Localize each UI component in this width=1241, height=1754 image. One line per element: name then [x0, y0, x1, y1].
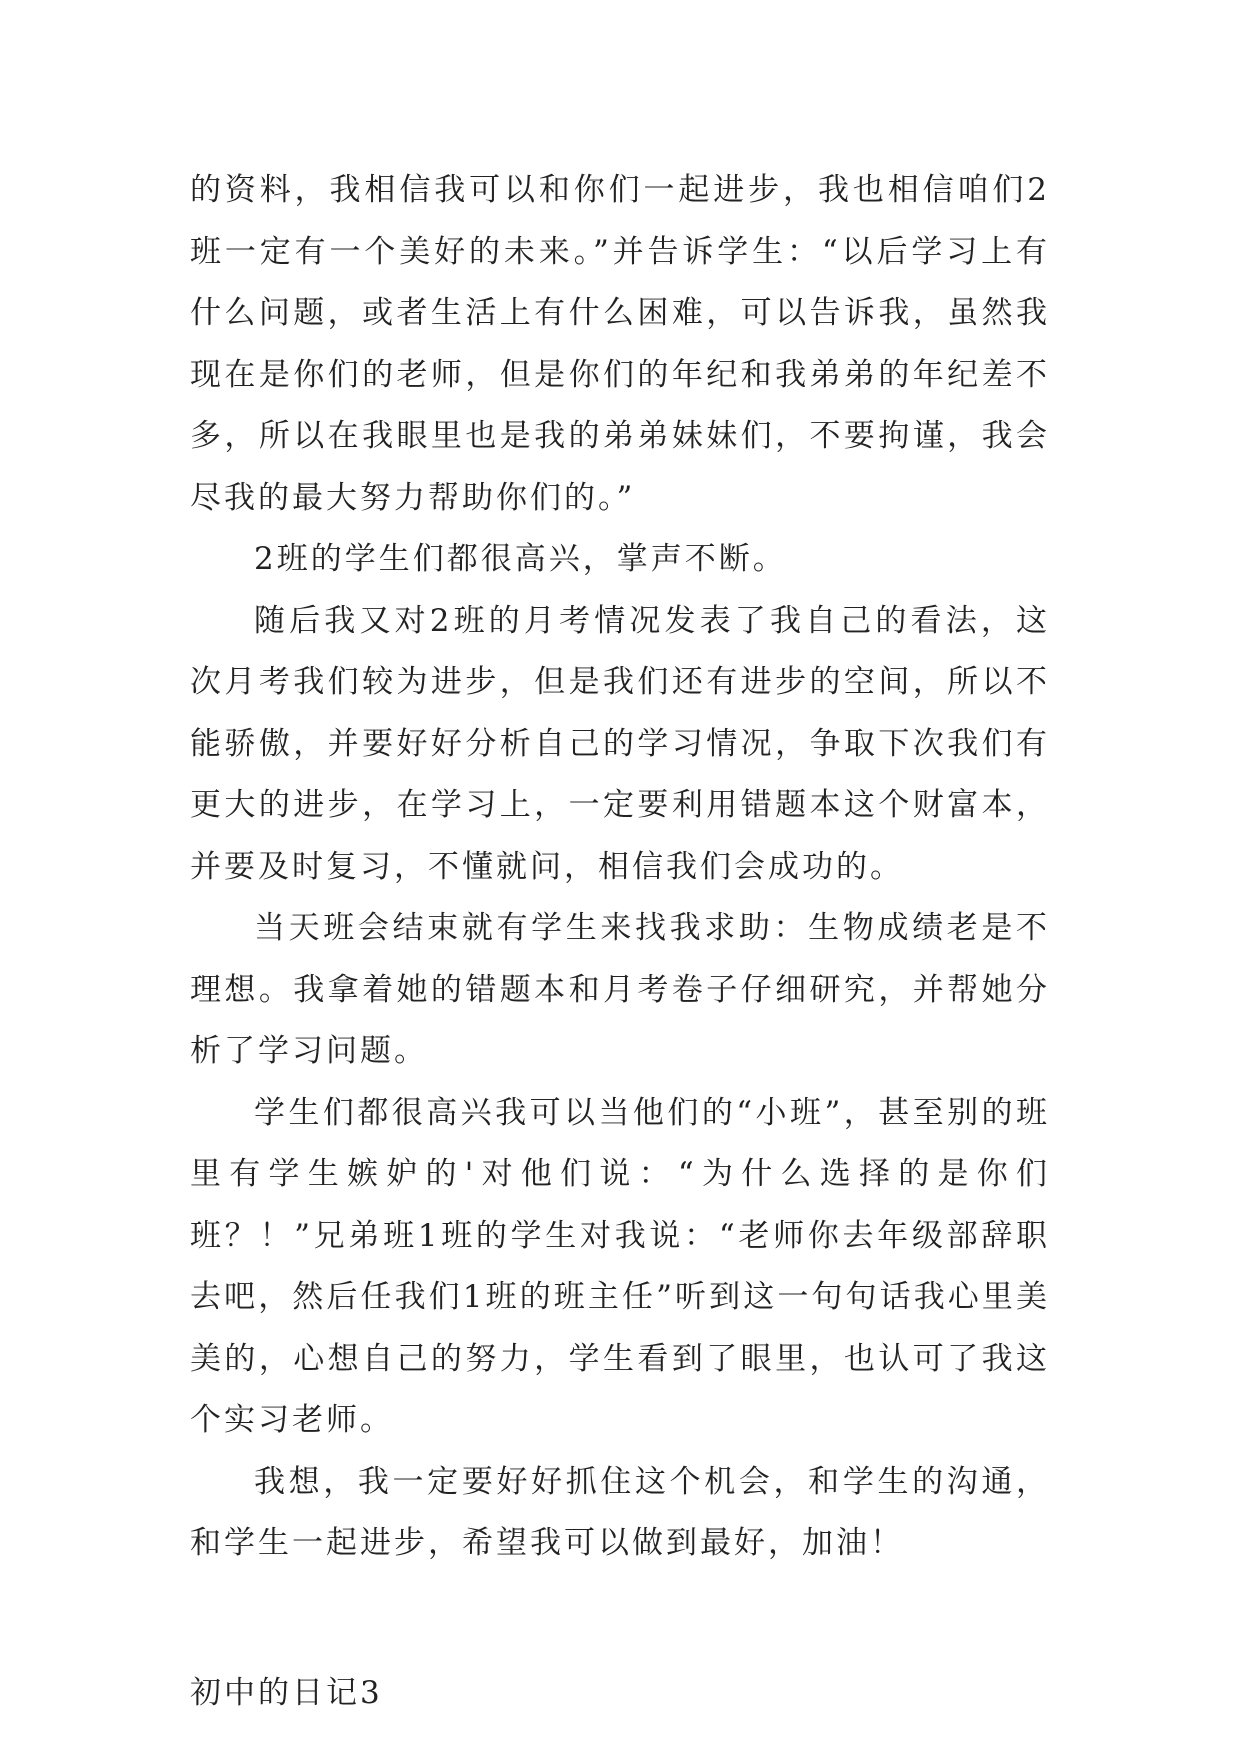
paragraph: 我想，我一定要好好抓住这个机会，和学生的沟通，和学生一起进步，希望我可以做到最好，加油！ [190, 1463, 1050, 1561]
paragraph: 2班的学生们都很高兴，掌声不断。 [254, 541, 787, 577]
section-heading: 初中的日记3 [190, 1674, 383, 1711]
paragraph: 学生们都很高兴我可以当他们的“小班”，甚至别的班里有学生嫉妒的'对他们说：“为什么选择的是你们班？！”兄弟班1班的学生对我说：“老师你去年级部辞职去吧，然后任我们1班的班主任”听到这一句句话我心里美美的，心想自己的努力，学生看到了眼里，也认可了我这个实习老师。 [190, 1094, 1050, 1438]
paragraph: 当天班会结束就有学生来找我求助：生物成绩老是不理想。我拿着她的错题本和月考卷子仔细研究，并帮她分析了学习问题。 [190, 910, 1050, 1069]
paragraph: 随后我又对2班的月考情况发表了我自己的看法，这次月考我们较为进步，但是我们还有进步的空间，所以不能骄傲，并要好好分析自己的学习情况，争取下次我们有更大的进步，在学习上，一定要利用错题本这个财富本，并要及时复习，不懂就问，相信我们会成功的。 [190, 602, 1050, 885]
document-body [190, 160, 1050, 1724]
paragraph-continuation: 的资料，我相信我可以和你们一起进步，我也相信咱们2班一定有一个美好的未来。”并告诉学生：“以后学习上有什么问题，或者生活上有什么困难，可以告诉我，虽然我现在是你们的老师，但是你们的年纪和我弟弟的年纪差不多，所以在我眼里也是我的弟弟妹妹们，不要拘谨，我会尽我的最大努力帮助你们的。” [190, 172, 1050, 516]
